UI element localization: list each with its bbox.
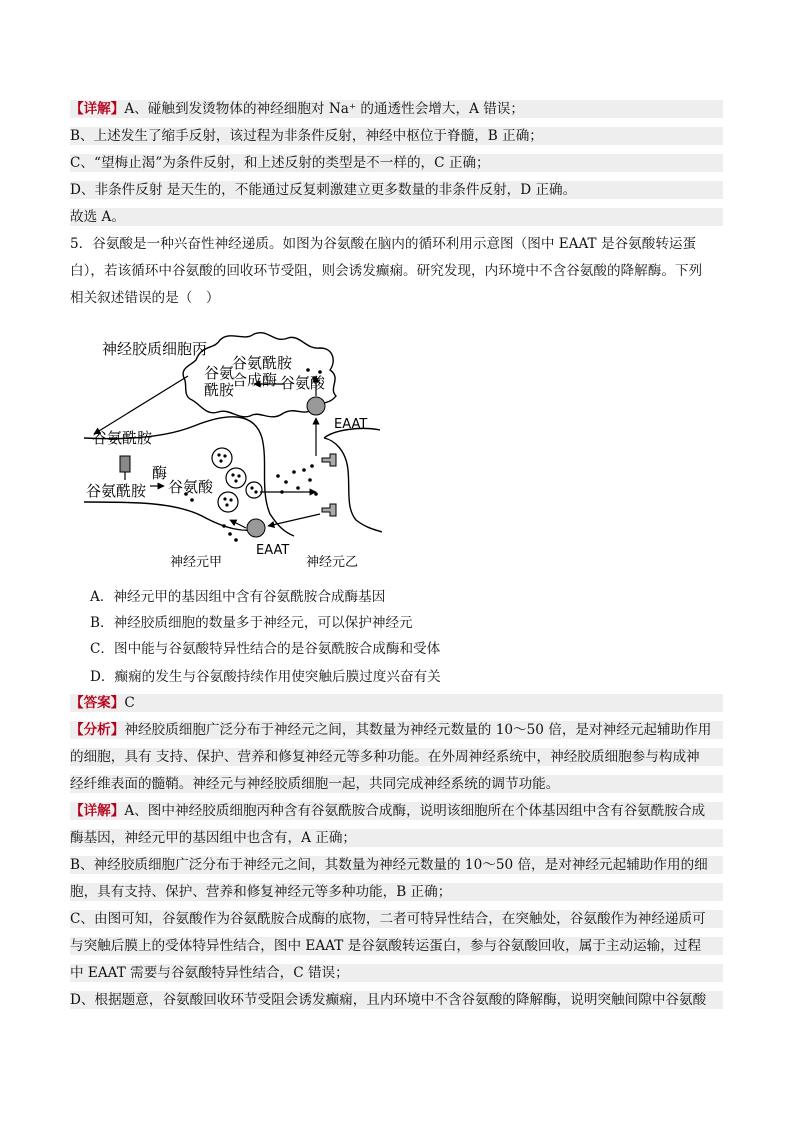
question-line-3: 相关叙述错误的是（ ） [70,290,220,306]
label-glu-glia: 谷氨酸 [280,374,326,392]
eaat-glia [307,397,325,415]
analysis-tag: 【分析】 [70,722,125,738]
answer-value: C [124,695,135,711]
label-gln-glia-1: 谷氨 [204,364,235,382]
answer-line [70,694,723,712]
question-line-2: 白），若该循环中谷氨酸的回收环节受阻，则会诱发癫痫。研究发现，内环境中不含谷氨酸的降解酶。下列 [70,263,703,279]
label-gln-neuron: 谷氨酰胺 [86,482,147,500]
option-c: C．图中能与谷氨酸特异性结合的是谷氨酰胺合成酶和受体 [90,641,441,657]
label-gln-outside: 谷氨酰胺 [92,429,153,447]
answer-tag: 【答案】 [70,695,125,711]
prev-solution-line-4: D、非条件反射 是天生的，不能通过反复刺激建立更多数量的非条件反射，D 正确。 [70,181,723,199]
eaat-neuron [247,519,265,537]
label-neuron-b: 神经元乙 [306,555,359,570]
solution-tag: 【详解】 [70,101,125,117]
option-b: B．神经胶质细胞的数量多于神经元，可以保护神经元 [90,615,413,631]
prev-solution-line-5: 故选 A。 [70,208,723,226]
label-gln-glia-2: 酰胺 [204,381,235,399]
analysis-line-3: 经纤维表面的髓鞘。神经元与神经胶质细胞一起，共同完成神经系统的调节功能。 [70,775,723,793]
label-eaat-top: EAAT [334,417,368,432]
prev-solution-line-3: C、“望梅止渴”为条件反射，和上述反射的类型是不一样的，C 正确； [70,154,723,172]
solution-tag-2: 【详解】 [70,803,125,819]
analysis-line-2: 的细胞，具有 支持、保护、营养和修复神经元等多种功能。在外周神经系统中，神经胶质细胞参与构成神 [70,748,723,766]
neuron-b-outline [324,438,382,532]
solution-line-7: 中 EAAT 需要与谷氨酸特异性结合，C 错误； [70,964,723,982]
receptor-2 [322,504,336,516]
solution-line-2: 酶基因，神经元甲的基因组中也含有，A 正确； [70,829,723,847]
prev-solution-line-1: 【详解】A、碰触到发烫物体的神经细胞对 Na⁺ 的通透性会增大，A 错误； [70,100,723,118]
label-glia: 神经胶质细胞丙 [102,340,208,358]
receptor-1 [322,454,336,466]
label-enzyme-short: 酶 [152,464,168,482]
solution-line-6: 与突触后膜上的受体特异性结合，图中 EAAT 是谷氨酸转运蛋白，参与谷氨酸回收，属于主动运输，过程 [70,937,723,955]
solution-line-5: C、由图可知，谷氨酸作为谷氨酰胺合成酶的底物，二者可特异性结合，在突触处，谷氨酸作为神经递质可 [70,910,723,928]
solution-line-8: D、根据题意，谷氨酸回收环节受阻会诱发癫痫，且内环境中不含谷氨酸的降解酶，说明突触间隙中谷氨酸 [70,991,723,1009]
label-glu-neuron: 谷氨酸 [168,478,214,496]
prev-solution-line-2: B、上述发生了缩手反射，该过程为非条件反射，神经中枢位于脊髓，B 正确； [70,127,723,145]
glutamate-cycle-diagram [84,330,384,580]
solution-line-1: 【详解】A、图中神经胶质细胞丙种含有谷氨酰胺合成酶，说明该细胞所在个体基因组中含有谷氨酰胺合成 [70,802,723,820]
label-enzyme-2: 合成酶 [232,371,278,389]
label-enzyme-1: 谷氨酰胺 [232,354,293,372]
label-eaat-bottom: EAAT [256,543,290,558]
option-d: D．癫痫的发生与谷氨酸持续作用使突触后膜过度兴奋有关 [90,669,441,685]
gln-transporter [120,456,130,472]
analysis-line-1: 【分析】神经胶质细胞广泛分布于神经元之间，其数量为神经元数量的 10～50 倍，是对神经元起辅助作用 [70,721,723,739]
question-line-1: 5．谷氨酸是一种兴奋性神经递质。如图为谷氨酸在脑内的循环利用示意图（图中 EAAT 是谷氨酸转运蛋 [70,236,697,252]
option-a: A．神经元甲的基因组中含有谷氨酰胺合成酶基因 [90,589,386,605]
solution-line-4: 胞，具有支持、保护、营养和修复神经元等多种功能，B 正确； [70,883,723,901]
solution-line-3: B、神经胶质细胞广泛分布于神经元之间，其数量为神经元数量的 10～50 倍，是对神经元起辅助作用的细 [70,856,723,874]
label-neuron-a: 神经元甲 [170,555,223,570]
